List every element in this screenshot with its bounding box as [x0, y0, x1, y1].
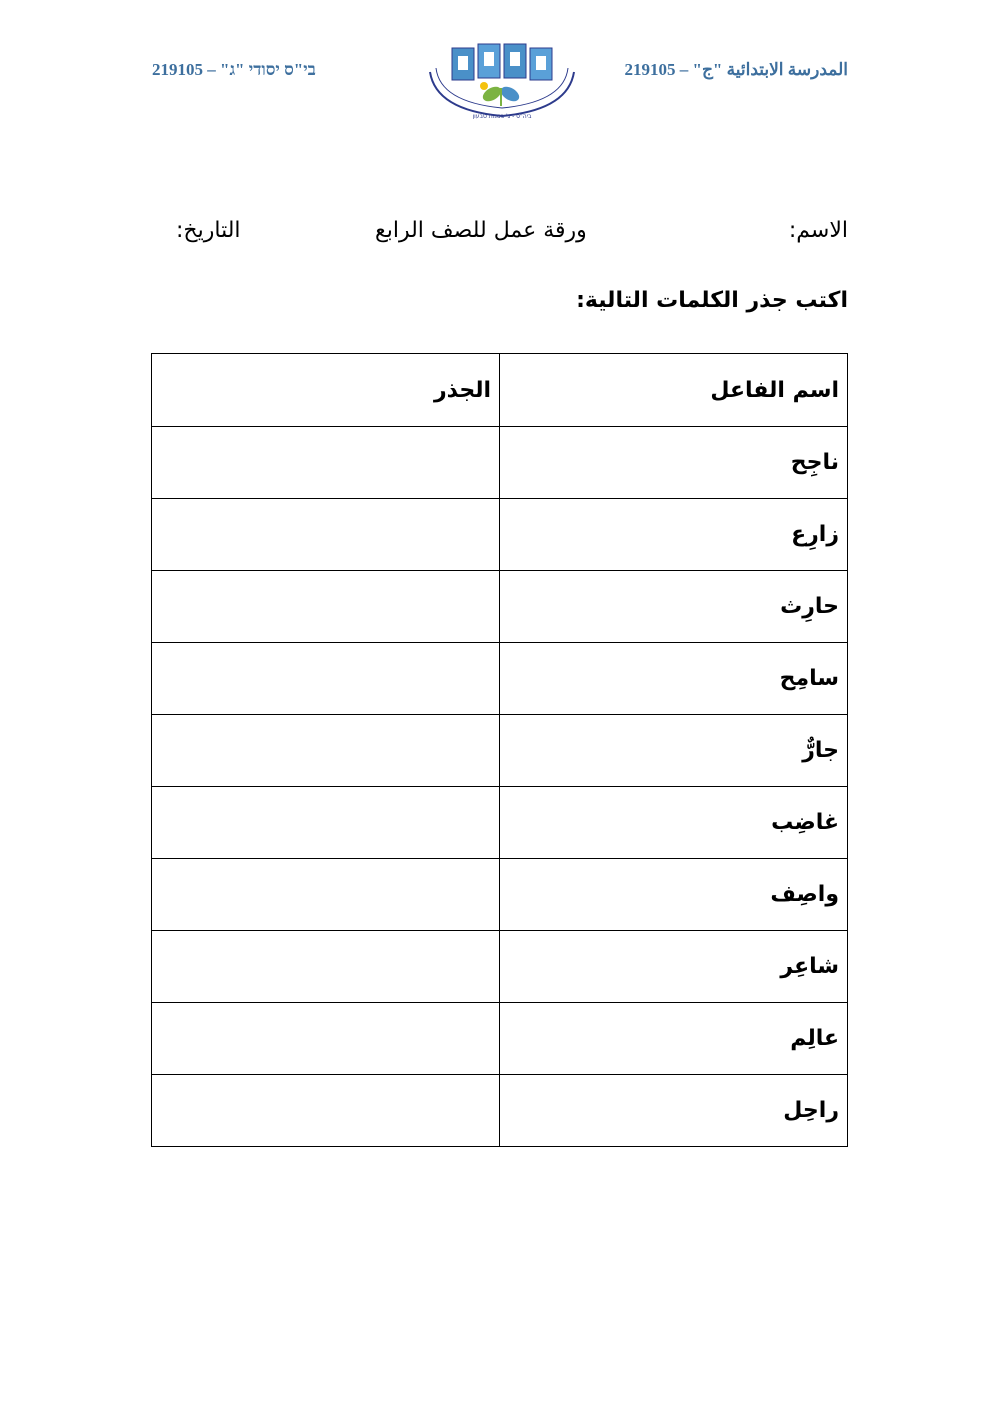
name-label: الاسم:	[788, 218, 848, 243]
header-root: الجذر	[152, 354, 500, 427]
table-row	[152, 1075, 848, 1147]
root-answer-cell[interactable]	[152, 499, 500, 571]
root-answer-cell[interactable]	[152, 1075, 500, 1147]
word-cell: شاعِر	[500, 931, 848, 1003]
logo-text: ביה"ס - ג' בסמת טבעון	[472, 113, 532, 120]
word-cell: راحِل	[500, 1075, 848, 1147]
table-row	[152, 931, 848, 1003]
worksheet-title: ورقة عمل للصف الرابع	[375, 218, 587, 243]
root-answer-cell[interactable]	[152, 1003, 500, 1075]
logo-sun	[480, 82, 488, 90]
word-cell: غاضِب	[500, 787, 848, 859]
root-answer-cell[interactable]	[152, 931, 500, 1003]
table-row	[152, 571, 848, 643]
word-cell: جارٌّ	[500, 715, 848, 787]
instruction: اكتب جذر الكلمات التالية:	[576, 288, 848, 313]
table-row	[152, 859, 848, 931]
root-answer-cell[interactable]	[152, 643, 500, 715]
date-label: التاريخ:	[176, 218, 241, 243]
word-cell: حارِث	[500, 571, 848, 643]
root-answer-cell[interactable]	[152, 859, 500, 931]
root-answer-cell[interactable]	[152, 427, 500, 499]
table-row	[152, 1003, 848, 1075]
root-answer-cell[interactable]	[152, 787, 500, 859]
table-header-row	[152, 354, 848, 427]
table-row	[152, 643, 848, 715]
roots-table	[151, 353, 848, 1147]
table-row	[152, 427, 848, 499]
word-cell: زارِع	[500, 499, 848, 571]
table-row	[152, 715, 848, 787]
school-logo	[422, 38, 582, 120]
table-row	[152, 787, 848, 859]
word-cell: سامِح	[500, 643, 848, 715]
header-word: اسم الفاعل	[500, 354, 848, 427]
school-name-hebrew: בי"ס יסודי "ג" – 219105	[152, 60, 316, 79]
table-row	[152, 499, 848, 571]
word-cell: عالِم	[500, 1003, 848, 1075]
root-answer-cell[interactable]	[152, 571, 500, 643]
school-name-arabic: المدرسة الابتدائية "ج" – 219105	[624, 60, 848, 79]
word-cell: واصِف	[500, 859, 848, 931]
word-cell: ناجِح	[500, 427, 848, 499]
root-answer-cell[interactable]	[152, 715, 500, 787]
